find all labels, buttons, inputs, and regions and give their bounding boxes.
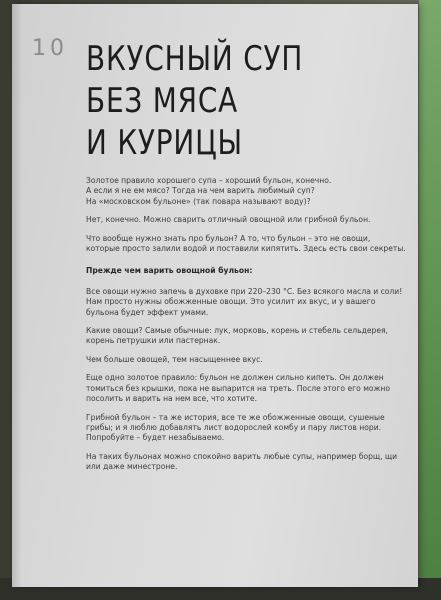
page-title <box>86 38 303 164</box>
body-paragraph: Грибной бульон – та же история, все те же обожженные овощи, сушеные грибы; и я люблю добавлять лист водорослей комбу и пару листов нори. Попробуйте – будет незабываемо. <box>86 412 385 443</box>
paragraph: Нет, конечно. Можно сварить отличный овощной или грибной бульон. <box>86 215 371 225</box>
intro-paragraph <box>86 176 406 207</box>
intro-line: А если я не ем мясо? Тогда на чем варить любимый суп? <box>86 186 315 196</box>
intro-line: Золотое правило хорошего супа – хороший бульон, конечно. <box>86 176 332 185</box>
body-paragraph: На таких бульонах можно спокойно варить любые супы, например борщ, щи или даже минестроне. <box>86 451 398 472</box>
title-line: ВКУСНЫЙ СУП <box>86 39 304 79</box>
body-paragraph: Еще одно золотое правило: бульон не должен сильно кипеть. Он должен томиться без крышки, пока не выпарится на треть. После этого его можно посолить и варить на нем все, что хотите. <box>86 373 391 404</box>
page-spine-shadow <box>12 4 22 587</box>
title-line: И КУРИЦЫ <box>86 123 243 163</box>
article-body <box>86 176 406 481</box>
body-paragraph: Чем больше овощей, тем насыщеннее вкус. <box>86 354 263 364</box>
body-paragraph: Какие овощи? Самые обычные: лук, морковь, корень и стебель сельдерея, корень петрушки или пастернак. <box>86 326 388 346</box>
intro-line: На «московском бульоне» (так повара называют воду)? <box>86 196 311 206</box>
body-paragraph: Все овощи нужно запечь в духовке при 220–230 °С. Без всякого масла и соли! Нам просто нужны обожженные овощи. Это усилит их вкус, и у вашего бульона будет эффект умами. <box>86 286 403 317</box>
title-line: БЕЗ МЯСА <box>86 81 239 121</box>
page-number: 10 <box>32 36 68 61</box>
section-subheading: Прежде чем варить овощной бульон: <box>86 266 253 276</box>
green-background-strip <box>419 0 441 600</box>
paragraph: Что вообще нужно знать про бульон? А то, что бульон – это не овощи, которые просто залили водой и поставили кипятить. Здесь есть свои секреты. <box>86 233 406 254</box>
